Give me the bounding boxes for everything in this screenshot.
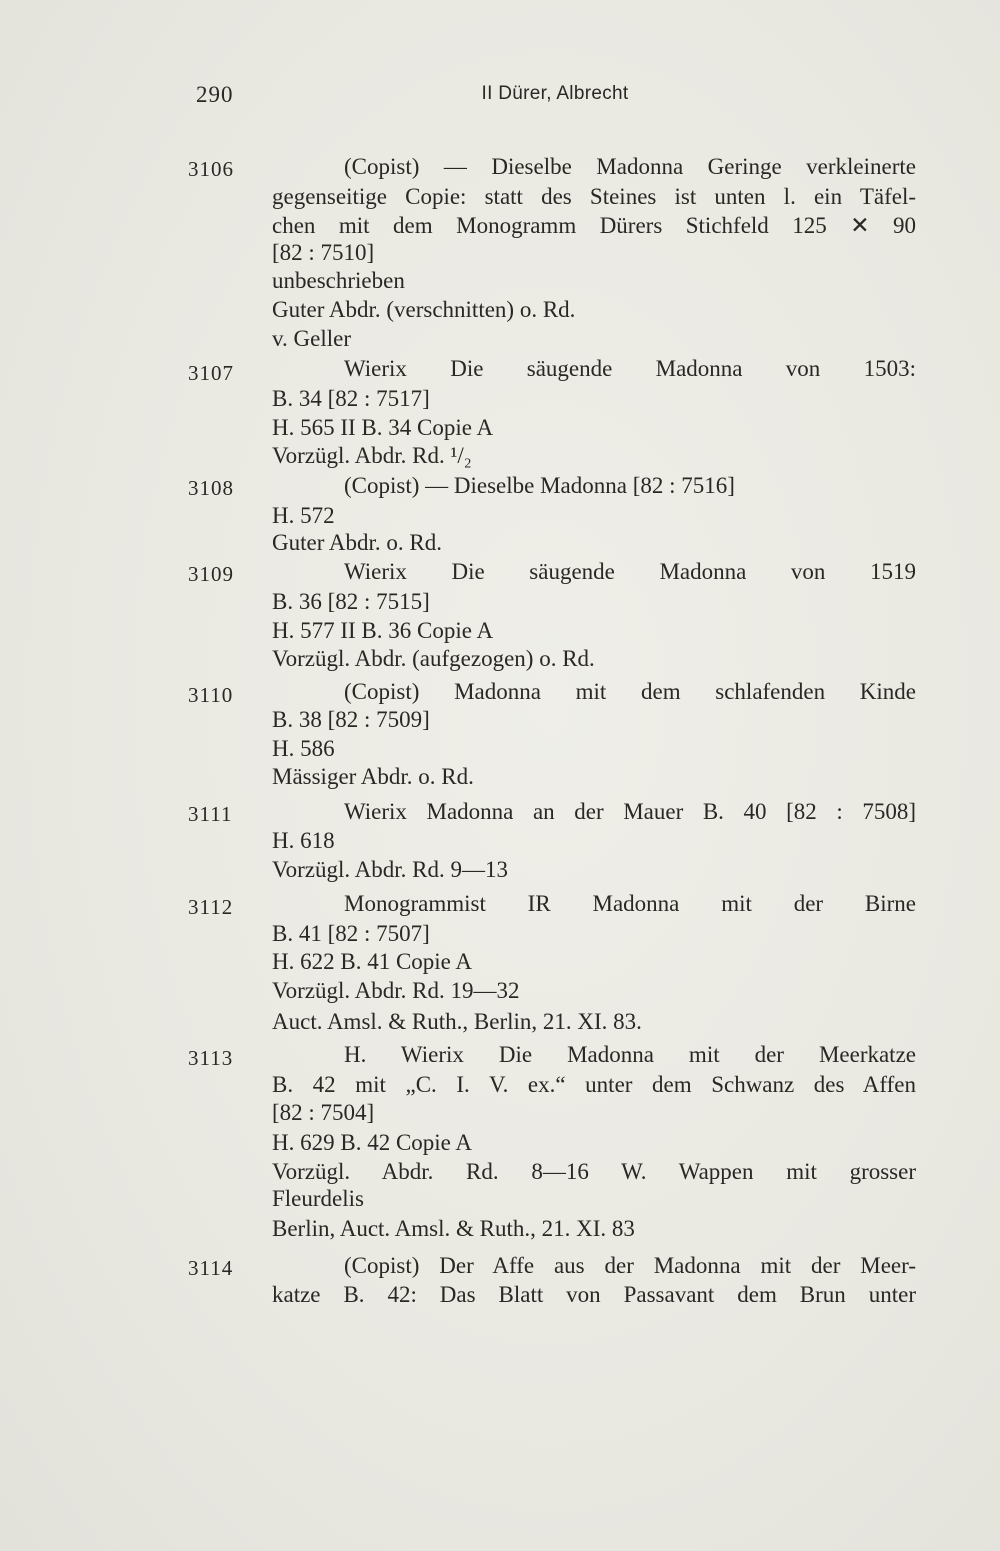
- entry-line: Guter Abdr. (verschnitten) o. Rd.: [272, 297, 576, 322]
- entry-line: (Copist) Madonna mit dem schlafenden Kinde: [344, 679, 916, 704]
- entry-line: Vorzügl. Abdr. (aufgezogen) o. Rd.: [272, 646, 595, 671]
- entry-number: 3109: [188, 562, 234, 586]
- page-number: 290: [196, 82, 234, 107]
- entry-number: 3113: [188, 1046, 234, 1070]
- entry-line: H. 622 B. 41 Copie A: [272, 949, 472, 974]
- entry-line: Vorzügl. Abdr. Rd. 9—13: [272, 857, 508, 882]
- entry-line: B. 41 [82 : 7507]: [272, 921, 430, 946]
- entry-line: (Copist) Der Affe aus der Madonna mit der Meer-: [344, 1253, 916, 1278]
- entry-line: Vorzügl. Abdr. Rd. ¹/₂: [272, 443, 472, 468]
- entry-line: B. 34 [82 : 7517]: [272, 386, 430, 411]
- entry-line: Auct. Amsl. & Ruth., Berlin, 21. XI. 83.: [272, 1009, 642, 1034]
- entry-line: H. 586: [272, 736, 335, 761]
- entry-line: Berlin, Auct. Amsl. & Ruth., 21. XI. 83: [272, 1216, 635, 1241]
- entry-line: (Copist) — Dieselbe Madonna [82 : 7516]: [344, 473, 735, 498]
- entry-number: 3111: [188, 802, 233, 826]
- entry-line: v. Geller: [272, 326, 351, 351]
- entry-number: 3106: [188, 157, 234, 181]
- entry-line: Guter Abdr. o. Rd.: [272, 530, 442, 555]
- entry-number: 3107: [188, 361, 234, 385]
- entry-line: Monogrammist IR Madonna mit der Birne: [344, 891, 916, 916]
- entry-number: 3112: [188, 895, 234, 919]
- entry-line: Wierix Madonna an der Mauer B. 40 [82 : 7508]: [344, 799, 916, 824]
- entry-line: H. 565 II B. 34 Copie A: [272, 415, 494, 440]
- entry-line: Mässiger Abdr. o. Rd.: [272, 764, 474, 789]
- entry-line: gegenseitige Copie: statt des Steines ist unten l. ein Täfel-: [272, 184, 916, 209]
- entry-line: B. 36 [82 : 7515]: [272, 589, 430, 614]
- entry-line: Wierix Die säugende Madonna von 1519: [344, 559, 916, 584]
- entry-line: H. 572: [272, 503, 335, 528]
- entry-line: H. 618: [272, 828, 335, 853]
- entry-line: H. Wierix Die Madonna mit der Meerkatze: [344, 1042, 916, 1067]
- entry-line: Vorzügl. Abdr. Rd. 19—32: [272, 978, 520, 1003]
- entry-line: B. 42 mit „C. I. V. ex.“ unter dem Schwanz des Affen: [272, 1072, 916, 1097]
- entry-line: Vorzügl. Abdr. Rd. 8—16 W. Wappen mit grosser: [272, 1159, 916, 1184]
- entry-line: H. 629 B. 42 Copie A: [272, 1130, 472, 1155]
- entry-line: (Copist) — Dieselbe Madonna Geringe verkleinerte: [344, 154, 916, 179]
- entry-line: H. 577 II B. 36 Copie A: [272, 618, 494, 643]
- entry-line: unbeschrieben: [272, 268, 405, 293]
- entry-line: chen mit dem Monogramm Dürers Stichfeld 125 ✕ 90: [272, 213, 916, 238]
- entry-line: [82 : 7504]: [272, 1100, 375, 1125]
- entry-line: katze B. 42: Das Blatt von Passavant dem Brun unter: [272, 1282, 916, 1307]
- entry-line: [82 : 7510]: [272, 240, 375, 265]
- entry-line: Fleurdelis: [272, 1186, 364, 1211]
- entry-number: 3114: [188, 1256, 234, 1280]
- entry-line: B. 38 [82 : 7509]: [272, 707, 430, 732]
- entry-number: 3110: [188, 683, 234, 707]
- running-header: II Dürer, Albrecht: [481, 83, 629, 104]
- entry-number: 3108: [188, 476, 234, 500]
- entry-line: Wierix Die säugende Madonna von 1503:: [344, 356, 916, 381]
